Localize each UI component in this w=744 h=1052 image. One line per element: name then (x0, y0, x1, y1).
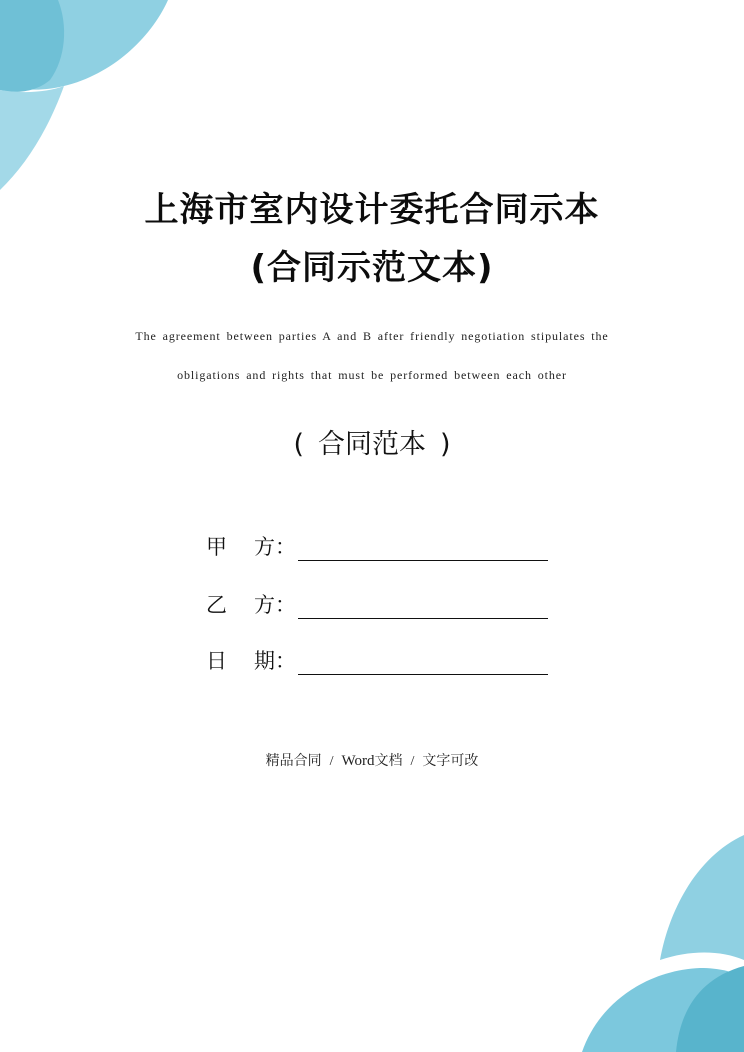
footer-separator-1: / (329, 754, 334, 769)
date-blank-line[interactable] (298, 652, 548, 675)
date-label-char2: 期： (254, 649, 296, 673)
bottom-right-decoration (582, 835, 744, 1052)
footer-part-2-word: Word (341, 753, 375, 769)
footer-part-3: 文字可改 (422, 753, 479, 769)
english-description-line-2: obligations and rights that must be performed between each other (177, 368, 567, 382)
subtitle-close-paren: ) (440, 429, 451, 460)
party-a-label-char1: 甲 (206, 535, 227, 559)
date-field (206, 645, 548, 675)
party-a-label-char2: 方： (254, 535, 296, 559)
party-b-blank-line[interactable] (298, 596, 548, 619)
footer-part-2-doc: 文档 (374, 753, 403, 769)
document-title-line-2: (合同示范文本) (250, 248, 494, 288)
date-label-char1: 日 (206, 649, 227, 673)
party-b-label-char2: 方： (254, 593, 296, 617)
party-b-field (206, 589, 548, 619)
subtitle (0, 422, 744, 461)
footer-tagline (0, 750, 744, 770)
document-title-line-1: 上海市室内设计委托合同示本 (144, 190, 600, 230)
subtitle-text: 合同范本 (318, 429, 426, 460)
footer-separator-2: / (410, 754, 415, 769)
top-left-decoration (0, 0, 168, 190)
party-a-blank-line[interactable] (298, 538, 548, 561)
english-description-line-1: The agreement between parties A and B after friendly negotiation stipulates the (135, 329, 609, 343)
party-a-field (206, 531, 548, 561)
footer-part-1: 精品合同 (265, 753, 322, 769)
subtitle-open-paren: ( (293, 429, 304, 460)
party-b-label-char1: 乙 (206, 593, 227, 617)
